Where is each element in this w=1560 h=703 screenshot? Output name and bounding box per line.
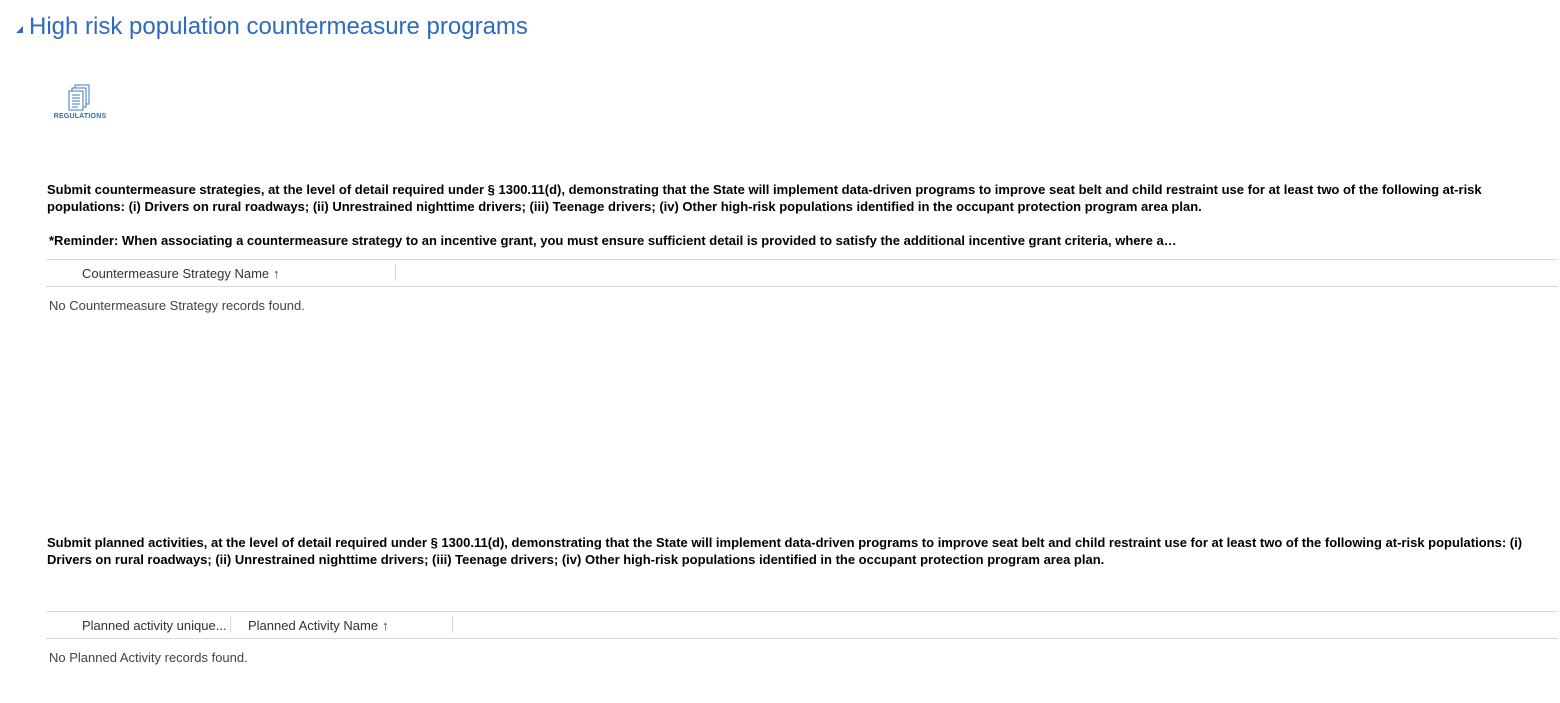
column-header-countermeasure-strategy-name[interactable] <box>82 260 280 286</box>
column-divider[interactable] <box>395 264 396 281</box>
section-header[interactable] <box>16 12 528 42</box>
section-title: High risk population countermeasure programs <box>29 13 528 40</box>
triangle-collapse-icon[interactable] <box>16 26 23 33</box>
regulations-label: REGULATIONS <box>53 113 107 120</box>
document-stack-icon <box>67 84 93 112</box>
strategies-instructions: Submit countermeasure strategies, at the level of detail required under § 1300.11(d), demonstrating that the State will implement data-driven programs to improve seat belt and child restraint use for at least two of the following at-risk populations: (i) Drivers on rural roadways; (ii) Unrestrained nighttime drivers; (iii) Teenage drivers; (iv) Other high-risk populations identified in the occupant protection program area plan. <box>47 182 1482 214</box>
column-header-planned-activity-name[interactable] <box>248 612 389 638</box>
column-header-label: Countermeasure Strategy Name <box>82 265 270 281</box>
column-divider[interactable] <box>230 616 231 633</box>
empty-records-message: No Countermeasure Strategy records found. <box>49 298 305 313</box>
empty-records-message: No Planned Activity records found. <box>49 650 248 665</box>
arrow-up-icon: ↑ <box>382 617 389 633</box>
arrow-up-icon: ↑ <box>273 265 280 281</box>
planned-activity-grid <box>46 611 1558 665</box>
countermeasure-strategy-grid <box>46 259 1558 313</box>
column-divider[interactable] <box>452 616 453 633</box>
grid-header <box>46 259 1558 287</box>
column-header-label: Planned activity unique... <box>82 617 227 633</box>
activities-instructions: Submit planned activities, at the level of detail required under § 1300.11(d), demonstrating that the State will implement data-driven programs to improve seat belt and child restraint use for at least two of the following at-risk populations: (i) Drivers on rural roadways; (ii) Unrestrained nighttime drivers; (iii) Teenage drivers; (iv) Other high-risk populations identified in the occupant protection program area plan. <box>47 535 1523 567</box>
column-header-planned-activity-unique[interactable] <box>82 612 229 638</box>
grid-header <box>46 611 1558 639</box>
strategies-reminder: *Reminder: When associating a countermeasure strategy to an incentive grant, you must ensure sufficient detail is provided to satisfy the additional incentive grant criteria, where a… <box>49 233 1177 248</box>
column-header-label: Planned Activity Name <box>248 617 379 633</box>
regulations-button[interactable] <box>54 84 106 126</box>
